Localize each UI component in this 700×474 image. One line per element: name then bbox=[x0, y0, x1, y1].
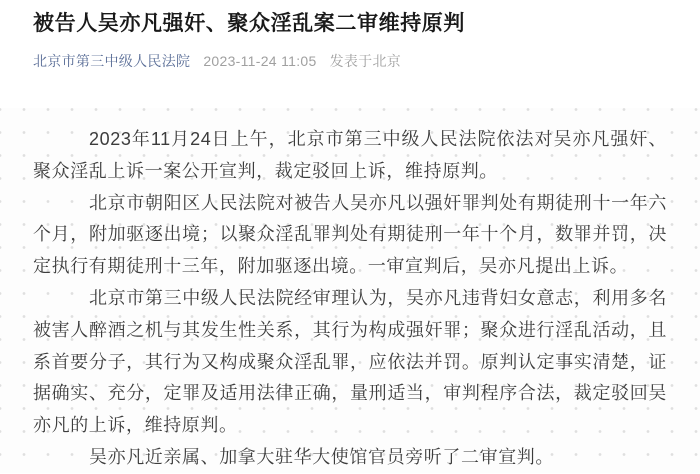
body-paragraph-3: 北京市第三中级人民法院经审理认为，吴亦凡违背妇女意志，利用多名被害人醉酒之机与其发生性关系，其行为构成强奸罪；聚众进行淫乱活动，且系首要分子，其行为又构成聚众淫乱罪，应依法并罚。原判认定事实清楚，证据确实、充分，定罪及适用法律正确，量刑适当，审判程序合法，裁定驳回吴亦凡的上诉，维持原判。 bbox=[33, 287, 667, 436]
publish-location: 发表于北京 bbox=[329, 53, 402, 69]
article-header bbox=[33, 10, 667, 71]
article-body bbox=[33, 124, 667, 474]
byline bbox=[33, 51, 667, 71]
body-paragraph-1: 2023年11月24日上午，北京市第三中级人民法院依法对吴亦凡强奸、聚众淫乱上诉一案公开宣判，裁定驳回上诉，维持原判。 bbox=[33, 129, 667, 181]
body-paragraph-4: 吴亦凡近亲属、加拿大驻华大使馆官员旁听了二审宣判。 bbox=[89, 446, 554, 467]
article-title: 被告人吴亦凡强奸、聚众淫乱案二审维持原判 bbox=[33, 12, 465, 35]
account-name-link[interactable]: 北京市第三中级人民法院 bbox=[33, 53, 191, 69]
body-paragraph-2: 北京市朝阳区人民法院对被告人吴亦凡以强奸罪判处有期徒刑十一年六个月，附加驱逐出境；以聚众淫乱罪判处有期徒刑一年十个月，数罪并罚，决定执行有期徒刑十三年，附加驱逐出境。一审宣判后，吴亦凡提出上诉。 bbox=[33, 192, 667, 277]
publish-time: 2023-11-24 11:05 bbox=[203, 53, 317, 69]
